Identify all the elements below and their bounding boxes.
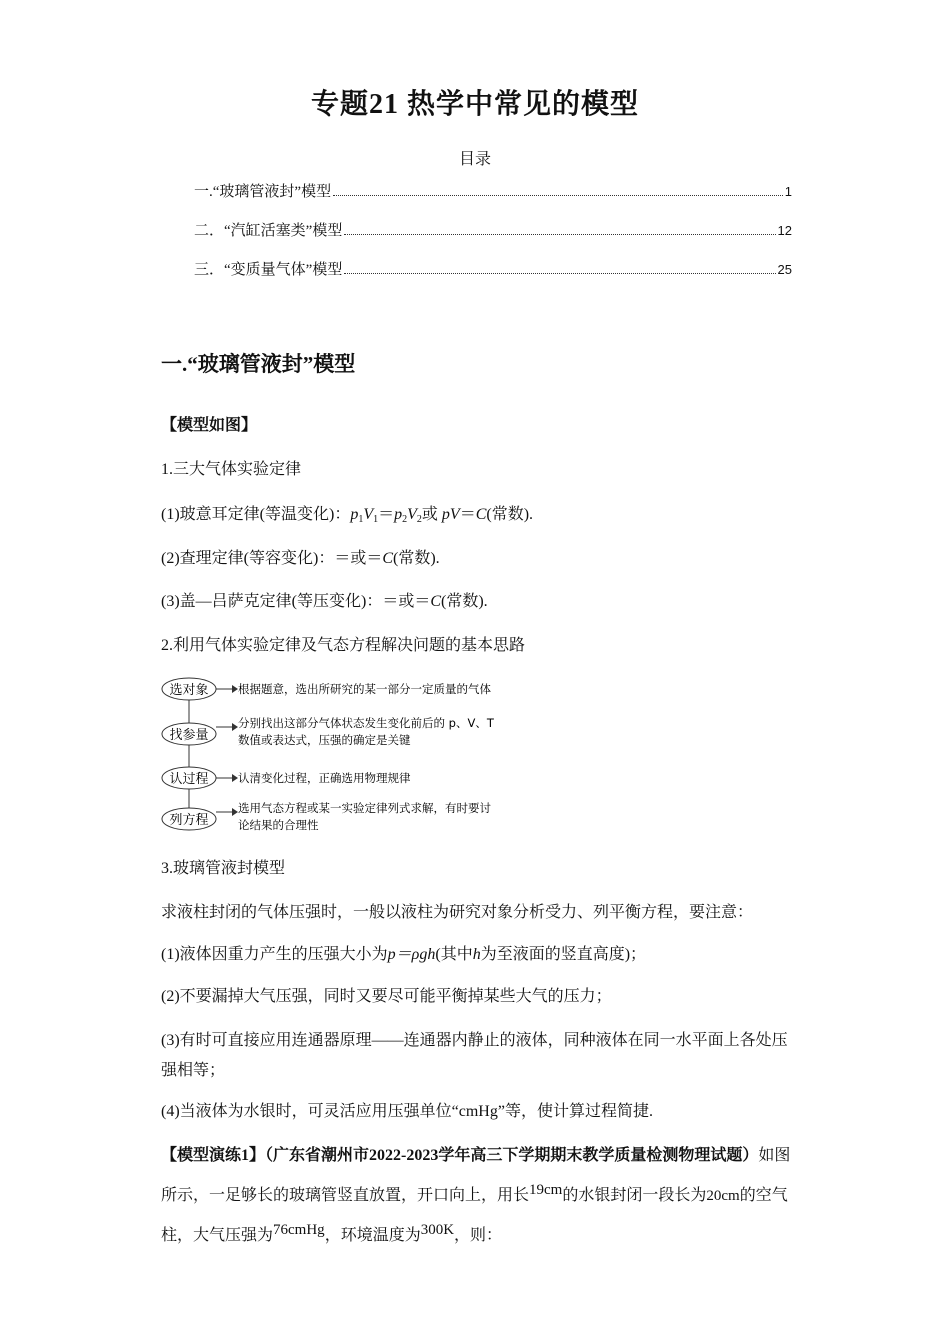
paragraph: 求液柱封闭的气体压强时，一般以液柱为研究对象分析受力、列平衡方程，要注意： bbox=[161, 904, 754, 921]
math-symbol: C bbox=[430, 593, 442, 610]
note-4: (4)当液体为水银时，可灵活应用压强单位“cmHg”等，使计算过程简捷. bbox=[161, 1103, 653, 1120]
law-text: (常数). bbox=[393, 550, 440, 567]
math-symbol: V bbox=[363, 506, 374, 523]
flow-text: 分别找出这部分气体状态发生变化前后的 p、V、T bbox=[238, 716, 494, 730]
toc-heading: 目录 bbox=[458, 151, 491, 168]
flow-text: 认清变化过程，正确选用物理规律 bbox=[238, 771, 411, 785]
math-symbol: h bbox=[472, 946, 481, 963]
math-symbol: V bbox=[407, 506, 417, 523]
law-text: (常数). bbox=[441, 593, 488, 610]
flow-text: 选用气态方程或某一实验定律列式求解，有时要讨 bbox=[238, 801, 491, 815]
model-label: 【模型如图】 bbox=[161, 417, 258, 434]
flow-node-label: 找参量 bbox=[169, 728, 209, 743]
math-value: 20cm bbox=[706, 1188, 740, 1204]
note-text: (其中 bbox=[435, 946, 473, 963]
math-value: 19cm bbox=[529, 1182, 563, 1198]
math-op: 或 bbox=[421, 506, 442, 523]
math-symbol: C bbox=[475, 506, 487, 523]
note-1 bbox=[161, 944, 801, 966]
math-op: ＝ bbox=[378, 506, 395, 523]
exercise-text: 的水银封闭一段长为 bbox=[562, 1187, 707, 1204]
exercise-text: ，环境温度为 bbox=[324, 1227, 421, 1244]
math-sub: 1 bbox=[373, 514, 379, 525]
toc-item[interactable] bbox=[194, 219, 792, 240]
toc-item-page: 1 bbox=[784, 184, 792, 199]
math-symbol: p＝ρgh bbox=[387, 946, 436, 963]
toc-item-label: 三．“变质量气体”模型 bbox=[194, 262, 343, 278]
math-value: 76cmHg bbox=[273, 1222, 325, 1238]
note-text: 为至液面的竖直高度)； bbox=[480, 946, 647, 963]
toc-item-page: 25 bbox=[777, 262, 792, 277]
page-title: 专题21 热学中常见的模型 bbox=[310, 89, 639, 120]
law-boyle bbox=[161, 504, 801, 531]
math-sub: 2 bbox=[402, 514, 408, 525]
note-3: (3)有时可直接应用连通器原理——连通器内静止的液体，同种液体在同一水平面上各处压强相等； bbox=[161, 1032, 788, 1079]
flow-text: 论结果的合理性 bbox=[238, 818, 319, 832]
toc-item[interactable] bbox=[194, 258, 792, 279]
flow-step bbox=[162, 678, 491, 700]
toc-leader bbox=[344, 234, 775, 235]
law-gay-lussac bbox=[161, 591, 801, 613]
toc-item[interactable] bbox=[194, 180, 792, 201]
flow-text: 数值或表达式，压强的确定是关键 bbox=[238, 733, 411, 747]
flow-diagram bbox=[160, 672, 540, 842]
toc-leader bbox=[333, 195, 783, 196]
note-2: (2)不要漏掉大气压强，同时又要尽可能平衡掉某些大气的压力； bbox=[161, 988, 612, 1005]
law-text: (1)玻意耳定律(等温变化)： bbox=[161, 506, 351, 523]
math-sub: 2 bbox=[416, 514, 422, 525]
math-op: ＝或＝ bbox=[382, 593, 431, 610]
math-op: ＝或＝ bbox=[334, 550, 383, 567]
math-op: ＝ bbox=[459, 506, 476, 523]
flow-node-label: 选对象 bbox=[169, 683, 209, 698]
math-symbol: p bbox=[394, 506, 403, 523]
paragraph: 3.玻璃管液封模型 bbox=[161, 860, 286, 877]
toc-item-label: 一.“玻璃管液封”模型 bbox=[194, 184, 332, 200]
law-text: (2)查理定律(等容变化)： bbox=[161, 550, 335, 567]
math-symbol: C bbox=[382, 550, 394, 567]
flow-step bbox=[162, 767, 411, 789]
paragraph: 2.利用气体实验定律及气态方程解决问题的基本思路 bbox=[161, 637, 526, 654]
flow-step bbox=[162, 801, 491, 832]
math-symbol: p bbox=[350, 506, 359, 523]
flow-step bbox=[162, 716, 495, 747]
toc-item-label: 二．“汽缸活塞类”模型 bbox=[194, 223, 343, 239]
note-text: (1)液体因重力产生的压强大小为 bbox=[161, 946, 388, 963]
exercise-text: 的空气柱，大气压强为 bbox=[161, 1187, 788, 1244]
math-value: 300K bbox=[420, 1222, 455, 1238]
toc-item-page: 12 bbox=[777, 223, 792, 238]
flow-text: 根据题意，选出所研究的某一部分一定质量的气体 bbox=[238, 682, 491, 696]
law-text: (3)盖—吕萨克定律(等压变化)： bbox=[161, 593, 383, 610]
exercise-text: 如图所示，一足够长的玻璃管竖直放置，开口向上，用长 bbox=[161, 1147, 791, 1204]
exercise-label: 【模型演练1】（广东省潮州市2022-2023学年高三下学期期末教学质量检测物理试题） bbox=[161, 1147, 759, 1164]
exercise-text: ，则： bbox=[454, 1227, 503, 1244]
flow-node-label: 列方程 bbox=[169, 813, 209, 828]
math-symbol: pV bbox=[441, 506, 460, 523]
toc-leader bbox=[344, 273, 775, 274]
law-charles bbox=[161, 548, 801, 570]
section-heading: 一.“玻璃管液封”模型 bbox=[161, 352, 356, 376]
exercise-1 bbox=[161, 1139, 801, 1253]
flow-node-label: 认过程 bbox=[169, 772, 209, 787]
paragraph: 1.三大气体实验定律 bbox=[161, 461, 302, 478]
math-sub: 1 bbox=[358, 514, 364, 525]
law-text: (常数). bbox=[486, 506, 534, 523]
